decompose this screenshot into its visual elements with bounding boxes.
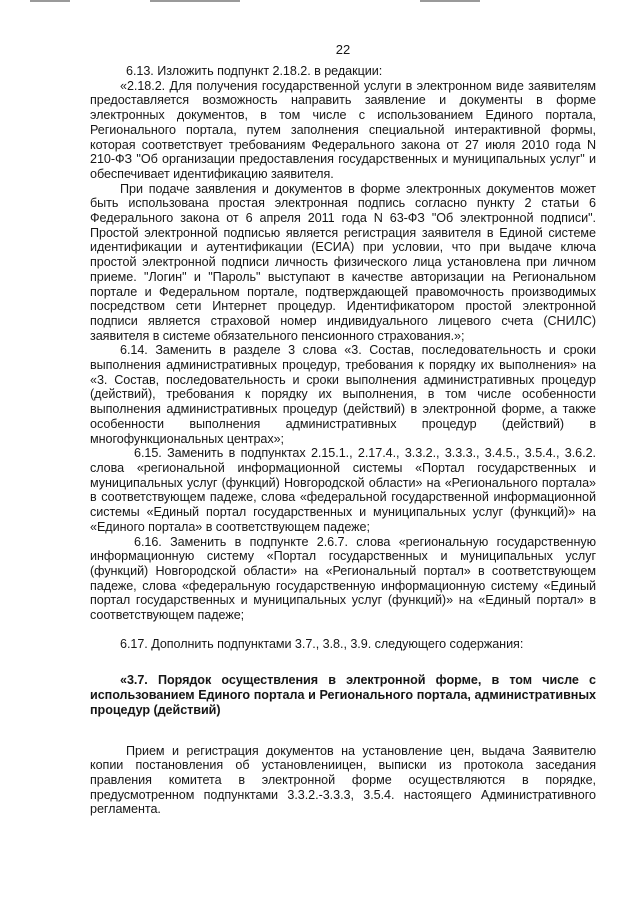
page-number: 22 <box>335 42 351 57</box>
paragraph-6-15: 6.15. Заменить в подпунктах 2.15.1., 2.17.4., 3.3.2., 3.3.3., 3.4.5., 3.5.4., 3.6.2. слова «региональной информационной системы «Портал государственных и муниципальных услуг (функций) Новгородской области» на «Регионального портала» в соответствующем падеже, слова «федеральной государственной информационной системы «Единый портал государственных и муниципальных услуг (функций)» на «Единого портала» в соответствующем падеже; <box>90 446 596 534</box>
scan-artifact <box>150 0 240 2</box>
paragraph-6-16: 6.16. Заменить в подпункте 2.6.7. слова «региональную государственную информационную систему «Портал государственных и муниципальных услуг (функций) Новгородской области» на «Региональный портал» в соответствующем падеже, слова «федеральную государственную информационную систему «Единый портал государственных и муниципальных услуг (функций)» на «Единый портал» в соответствующем падеже; <box>90 534 596 623</box>
section-heading-3-7: «3.7. Порядок осуществления в электронной форме, в том числе с использованием Единого портала и Регионального портала, административных процедур (действий) <box>90 673 596 717</box>
paragraph-6-14: 6.14. Заменить в разделе 3 слова «3. Состав, последовательность и сроки выполнения административных процедур, требования к порядку их выполнения» на «3. Состав, последовательность и сроки выполнения административных процедур (действий), требования к порядку их выполнения, в том числе особенности выполнения административных процедур (действий) в электронной форме, а также особенности выполнения административных процедур (действий) в многофункциональных центрах»; <box>90 343 596 446</box>
paragraph-6-17: 6.17. Дополнить подпунктами 3.7., 3.8., 3.9. следующего содержания: <box>120 636 524 651</box>
paragraph-electronic-signature: При подаче заявления и документов в форме электронных документов может быть использована простая электронная подпись согласно пункту 2 статьи 6 Федерального закона от 6 апреля 2011 года N 63-ФЗ "Об электронной подписи". Простой электронной подписью является регистрация заявителя в Единой системе идентификации и аутентификации (ЕСИА) при условии, что при выдаче ключа простой электронной подписи личность физического лица установлена при личном приеме. "Логин" и "Пароль" выступают в качестве авторизации на Региональном портале и Федеральном портале, подтверждающей правомочность производимых посредством сети Интернет процедур. Идентификатором простой электронной подписи является страховой номер индивидуального лицевого счета (СНИЛС) заявителя в системе обязательного пенсионного страхования.»; <box>90 181 596 343</box>
document-body <box>90 64 596 817</box>
paragraph-3-7-body: Прием и регистрация документов на установление цен, выдача Заявителю копии постановления об установлениицен, выписки из протокола заседания правления комитета в электронной форме осуществляются в порядке, предусмотренном подпунктами 3.3.2.-3.3.3, 3.5.4. настоящего Административного регламента. <box>90 743 596 817</box>
scan-artifact <box>420 0 480 2</box>
paragraph-2-18-2: «2.18.2. Для получения государственной услуги в электронном виде заявителям предоставляется возможность направить заявление и документы в форме электронных документов, в том числе с использованием Единого портала, Регионального портала, путем заполнения специальной интерактивной формы, которая соответствует требованиям Федерального закона от 27 июля 2010 года N 210-ФЗ "Об организации предоставления государственных и муниципальных услуг" и обеспечивает идентификацию заявителя. <box>90 78 596 181</box>
paragraph-6-13: 6.13. Изложить подпункт 2.18.2. в редакции: <box>126 64 383 78</box>
scan-artifact <box>30 0 70 2</box>
